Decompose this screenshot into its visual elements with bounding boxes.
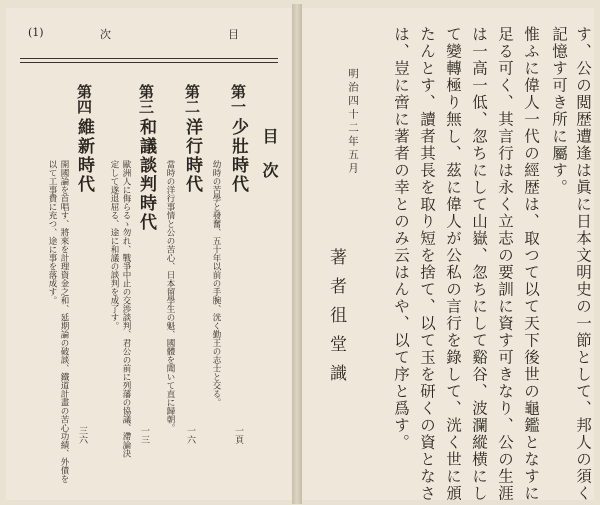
book-gutter: [292, 4, 302, 504]
chapter-2-page: 一六: [185, 426, 195, 444]
preface-line: す、公の閲歴遭逢は眞に日本文明史の一節として、邦人の須く: [574, 26, 592, 502]
toc-title: 目次: [260, 128, 279, 196]
chapter-3-title: 和議談判時代: [136, 118, 156, 232]
preface-line: 足る可く、其言行は永く立志の要訓に資す可きなり、公の生涯: [496, 26, 514, 502]
chapter-3-page: 一三: [139, 426, 149, 444]
preface-line: 記憶す可き所に屬す。: [550, 26, 568, 196]
header-rule: [20, 58, 278, 59]
chapter-2-desc: 當時の洋行事情と公の苦心、日本留學生の魁、國體を聞いて直に歸朝。: [165, 160, 175, 432]
chapter-3-desc-line2: 定して遂退屈る、途に和議の談判を成了す。: [109, 160, 119, 330]
preface-date: 明治四十二年五月: [347, 68, 359, 176]
chapter-2-title: 洋行時代: [182, 118, 202, 194]
chapter-4-number: 第四: [75, 84, 93, 114]
chapter-3-desc-line1: 歐洲人に侮らるゝ勿れ、戰爭中止の交渉談判、君公の前に列藩の協議、滯論決: [121, 160, 131, 458]
preface-line: は、豈に啻に著者の幸とのみ云はんや、以て序と爲す。: [392, 26, 410, 451]
chapter-4-desc-line2: 以て工事費に充つ、途に事を落成す。: [47, 160, 57, 305]
chapter-1-page: 一頁: [233, 426, 243, 444]
preface-line: 惟ふに偉人一代の經歴は、取つて以て天下後世の龜鑑となすに: [522, 26, 540, 502]
page-number: (1): [28, 26, 44, 39]
chapter-4-desc-line1: 開國論を首唱す、將來を計理資金之和、延期論の破談、鐵道計畫の苦心功績、外債を: [59, 160, 69, 483]
preface-line: て變轉極り無し、茲に偉人が公私の言行を錄して、洸く世に頒: [444, 26, 462, 502]
chapter-4-page: 三六: [77, 426, 87, 444]
chapter-1-number: 第一: [229, 84, 247, 114]
preface-signature: 著者徂堂識: [326, 248, 346, 393]
chapter-3-number: 第三: [137, 84, 155, 114]
chapter-4-title: 維新時代: [74, 118, 94, 194]
header-rule-thin: [20, 62, 278, 63]
header-right-label: 目: [228, 28, 239, 41]
header-left-label: 次: [100, 28, 111, 41]
chapter-1-desc: 幼時の苦學と發奮、五十年以前の手腕、洸く勤王の志士と交る。: [211, 160, 221, 407]
chapter-2-number: 第二: [183, 84, 201, 114]
preface-line: たんとす、讀者其長を取り短を捨て、以て玉を研くの資となさ: [418, 26, 436, 502]
preface-line: は一高一低、忽ちにして山嶽、忽ちにして谿谷、波瀾縱横にし: [470, 26, 488, 502]
chapter-1-title: 少壯時代: [228, 118, 248, 194]
